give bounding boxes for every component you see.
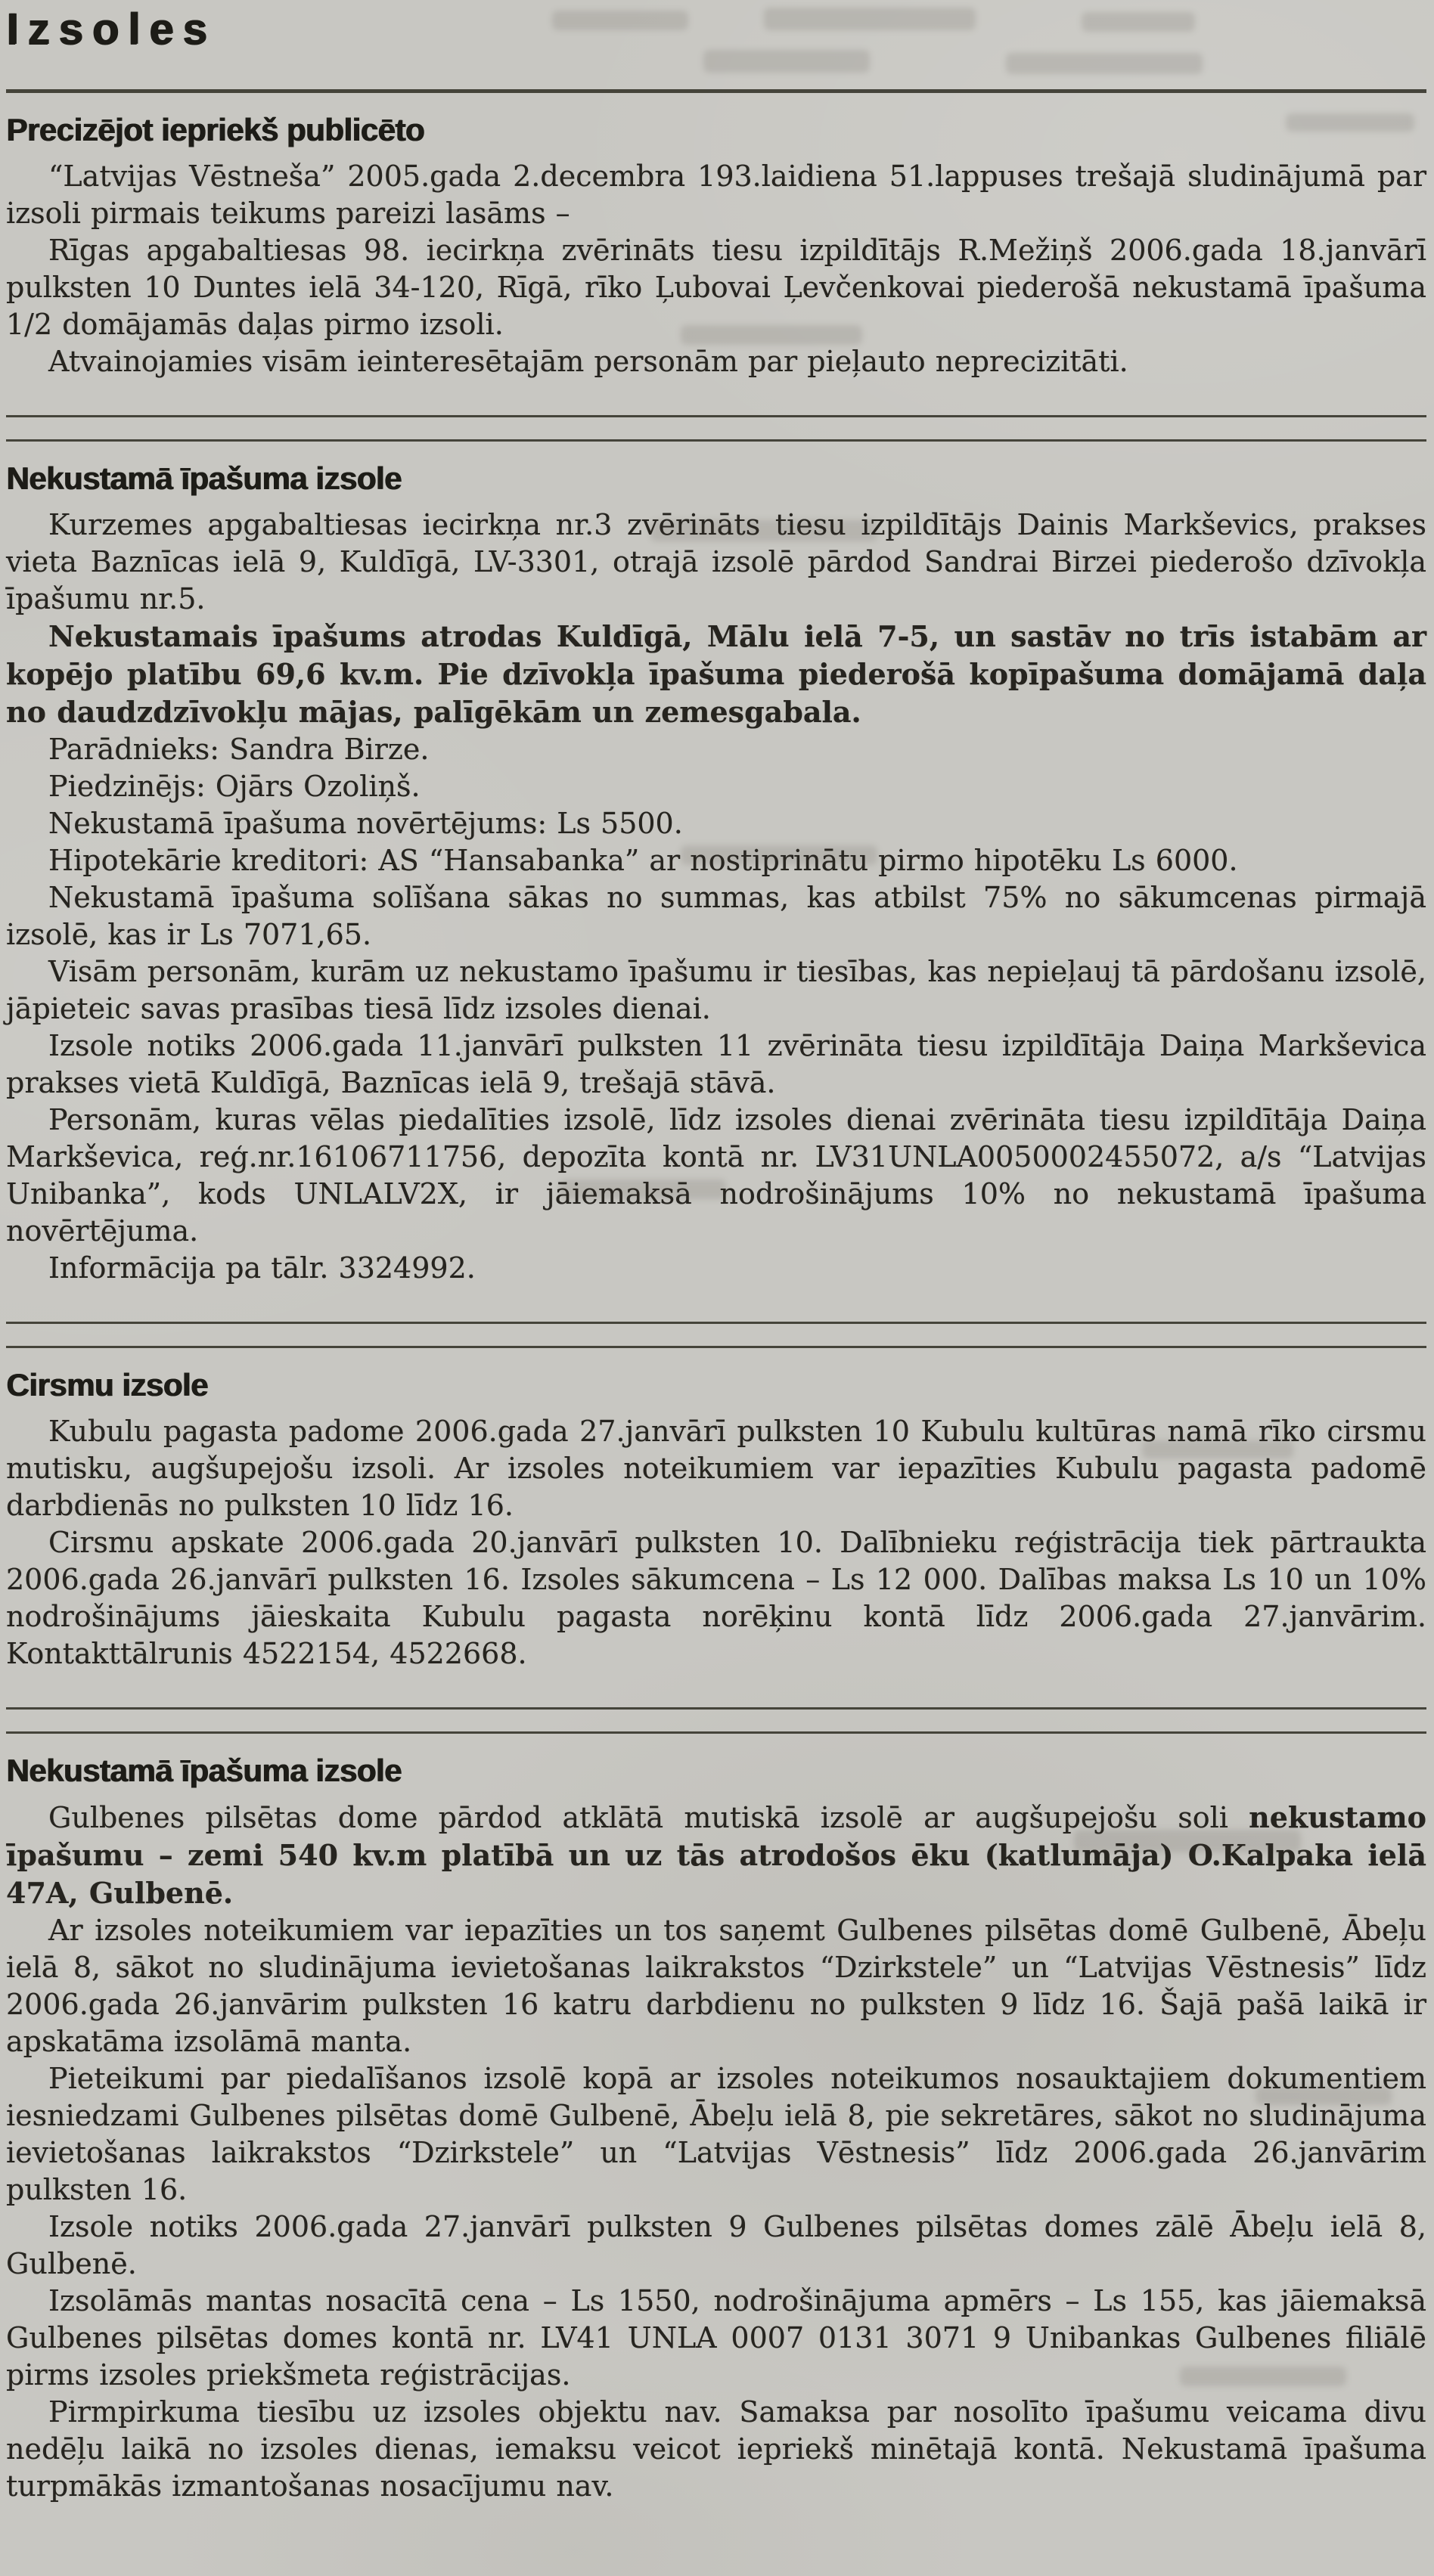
notice-paragraph — [6, 158, 1426, 232]
text-run: Ar izsoles noteikumiem var iepazīties un tos saņemt Gulbenes pilsētas domē Gulbenē, Ābeļu ielā 8, sākot no sludinājuma ievietošanas laikrakstos “Dzirkstele” un “Latvijas Vēstnesis” līdz 2006.gada 26.janvārim pulksten 16 katru darbdienu no pulksten 9 līdz 16. Šajā pašā laikā ir apskatāma izsolāmā manta. — [6, 1914, 1426, 2058]
sections-container — [6, 113, 1426, 2505]
divider-rule — [6, 1322, 1426, 1324]
section-heading: Nekustamā īpašuma izsole — [6, 1753, 402, 1788]
notice-paragraph — [6, 2283, 1426, 2394]
notice-paragraph — [6, 879, 1426, 953]
text-run: Informācija pa tālr. 3324992. — [48, 1251, 476, 1285]
notice-paragraph — [6, 1028, 1426, 1102]
notice-section — [6, 461, 1426, 1287]
notice-paragraph — [6, 618, 1426, 731]
text-run: Pirmpirkuma tiesību uz izsoles objektu nav. Samaksa par nosolīto īpašumu veicama divu nedēļu laikā no izsoles dienas, iemaksu veicot iepriekš minētajā kontā. Nekustamā īpašuma turpmākās izmantošanas nosacījumu nav. — [6, 2395, 1426, 2503]
text-run: Kubulu pagasta padome 2006.gada 27.janvārī pulksten 10 Kubulu kultūras namā rīko cirsmu mutisku, augšupejošu izsoli. Ar izsoles noteikumiem var iepazīties Kubulu pagasta padomē darbdienās no pulksten 10 līdz 16. — [6, 1415, 1426, 1522]
text-run: Personām, kuras vēlas piedalīties izsolē, līdz izsoles dienai zvērināta tiesu izpildītāja Daiņa Markševica, reģ.nr.16106711756, depozīta kontā nr. LV31UNLA0050002455072, a/s “Latvijas Unibanka”, kods UNLALV2X, ir jāiemaksā nodrošinājums 10% no nekustamā īpašuma novērtējuma. — [6, 1103, 1426, 1248]
text-run: Izsole notiks 2006.gada 11.janvārī pulksten 11 zvērināta tiesu izpildītāja Daiņa Markševica prakses vietā Kuldīgā, Baznīcas ielā 9, trešajā stāvā. — [6, 1029, 1426, 1099]
text-run: Parādnieks: Sandra Birze. — [48, 733, 430, 766]
text-run: Nekustamā īpašuma solīšana sākas no summas, kas atbilst 75% no sākumcenas pirmajā izsolē, kas ir Ls 7071,65. — [6, 881, 1426, 951]
text-run: Izsolāmās mantas nosacītā cena – Ls 1550, nodrošinājuma apmērs – Ls 155, kas jāiemaksā Gulbenes pilsētas domes kontā nr. LV41 UNLA 0007 0131 3071 9 Unibankas Gulbenes filiālē pirms izsoles priekšmeta reģistrācijas. — [6, 2284, 1426, 2392]
divider-rule — [6, 1707, 1426, 1710]
section-divider — [6, 1322, 1426, 1348]
notice-section — [6, 113, 1426, 380]
section-heading: Nekustamā īpašuma izsole — [6, 460, 402, 496]
bleed-through-smudge — [1006, 53, 1203, 74]
notice-paragraph — [6, 1102, 1426, 1250]
notice-paragraph — [6, 731, 1426, 768]
text-run: Atvainojamies visām ieinteresētajām personām par pieļauto neprecizitāti. — [48, 345, 1128, 378]
section-heading: Cirsmu izsole — [6, 1367, 208, 1403]
notice-paragraph — [6, 2060, 1426, 2209]
notice-paragraph — [6, 953, 1426, 1028]
text-run: Visām personām, kurām uz nekustamo īpašumu ir tiesības, kas nepieļauj tā pārdošanu izsolē, jāpieteic savas prasības tiesā līdz izsoles dienai. — [6, 955, 1426, 1025]
divider-rule — [6, 415, 1426, 417]
notice-paragraph — [6, 507, 1426, 618]
notice-paragraph — [6, 1799, 1426, 1912]
text-run: Izsole notiks 2006.gada 27.janvārī pulksten 9 Gulbenes pilsētas domes zālē Ābeļu ielā 8, Gulbenē. — [6, 2210, 1426, 2280]
text-run: Hipotekārie kreditori: AS “Hansabanka” ar nostiprinātu pirmo hipotēku Ls 6000. — [48, 844, 1238, 877]
text-run: Piedzinējs: Ojārs Ozoliņš. — [48, 770, 421, 803]
notice-paragraph — [6, 2209, 1426, 2283]
text-run: Pieteikumi par piedalīšanos izsolē kopā ar izsoles noteikumos nosauktajiem dokumentiem iesniedzami Gulbenes pilsētas domē Gulbenē, Ābeļu ielā 8, pie sekretāres, sākot no sludinājuma ievietošanas laikrakstos “Dzirkstele” un “Latvijas Vēstnesis” līdz 2006.gada 26.janvārim pulksten 16. — [6, 2062, 1426, 2206]
section-divider — [6, 1707, 1426, 1734]
text-run: Gulbenes pilsētas dome pārdod atklātā mutiskā izsolē ar augšupejošu soli — [48, 1801, 1249, 1834]
notice-paragraph — [6, 1912, 1426, 2060]
notice-paragraph — [6, 343, 1426, 380]
page-title: Izsoles — [6, 5, 216, 54]
text-run: Nekustamā īpašuma novērtējums: Ls 5500. — [48, 807, 683, 840]
text-run: Cirsmu apskate 2006.gada 20.janvārī pulksten 10. Dalībnieku reģistrācija tiek pārtraukta 2006.gada 26.janvārī pulksten 16. Izsoles sākumcena – Ls 12 000. Dalības maksa Ls 10 un 10% nodrošinājums jāieskaita Kubulu pagasta norēķinu kontā līdz 2006.gada 27.janvārim. Kontakttālrunis 4522154, 4522668. — [6, 1526, 1426, 1670]
bold-text-run: nekustamo īpašumu – zemi 540 kv.m platībā un uz tās atrodošos ēku (katlumāja) O.Kalpaka ielā 47A, Gulbenē. — [6, 1800, 1426, 1910]
bold-text-run: Nekustamais īpašums atrodas Kuldīgā, Mālu ielā 7-5, un sastāv no trīs istabām ar kopējo platību 69,6 kv.m. Pie dzīvokļa īpašuma piederošā kopīpašuma domājamā daļa no daudzdzīvokļu mājas, palīgēkām un zemesgabala. — [6, 619, 1426, 729]
notice-paragraph — [6, 1413, 1426, 1524]
section-heading: Precizējot iepriekš publicēto — [6, 112, 424, 147]
notice-section — [6, 1753, 1426, 2505]
notice-paragraph — [6, 1524, 1426, 1672]
notice-paragraph — [6, 805, 1426, 842]
divider-rule — [6, 1731, 1426, 1734]
divider-rule — [6, 439, 1426, 442]
notice-paragraph — [6, 232, 1426, 343]
notice-section — [6, 1368, 1426, 1672]
notice-paragraph — [6, 768, 1426, 805]
notice-paragraph — [6, 1250, 1426, 1287]
divider-rule — [6, 1346, 1426, 1348]
text-run: Kurzemes apgabaltiesas iecirkņa nr.3 zvērināts tiesu izpildītājs Dainis Markševics, prakses vieta Baznīcas ielā 9, Kuldīgā, LV-3301, otrajā izsolē pārdod Sandrai Birzei piederošo dzīvokļa īpašumu nr.5. — [6, 508, 1426, 615]
text-run: Rīgas apgabaltiesas 98. iecirkņa zvērināts tiesu izpildītājs R.Mežiņš 2006.gada 18.janvārī pulksten 10 Duntes ielā 34-120, Rīgā, rīko Ļubovai Ļevčenkovai piederošā nekustamā īpašuma 1/2 domājamās daļas pirmo izsoli. — [6, 234, 1426, 341]
bleed-through-smudge — [703, 50, 870, 73]
masthead-rule — [6, 89, 1426, 93]
notice-paragraph — [6, 842, 1426, 879]
notice-paragraph — [6, 2394, 1426, 2505]
section-divider — [6, 415, 1426, 442]
text-run: “Latvijas Vēstneša” 2005.gada 2.decembra 193.laidiena 51.lappuses trešajā sludinājumā par izsoli pirmais teikums pareizi lasāms – — [6, 160, 1426, 230]
